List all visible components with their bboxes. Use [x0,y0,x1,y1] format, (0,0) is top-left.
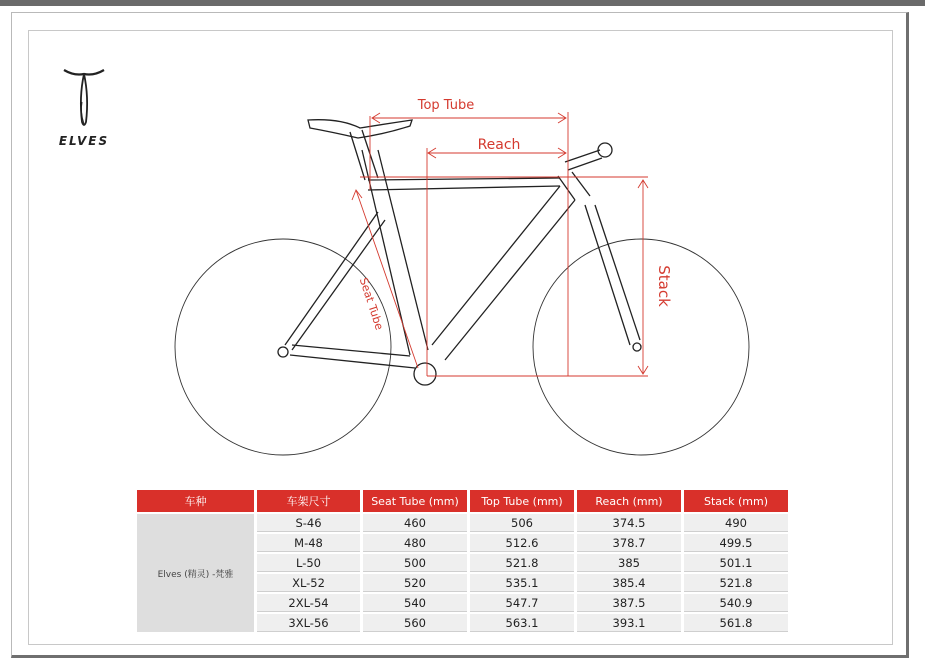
size-cell: 3XL-56 [257,614,360,632]
seat-tube-cell: 460 [363,514,467,532]
table-header-row [137,490,788,512]
top-tube-cell: 512.6 [470,534,574,552]
stack-label: Stack [655,265,673,307]
reach-cell: 387.5 [577,594,681,612]
size-cell: S-46 [257,514,360,532]
geometry-table [134,488,791,634]
seat-tube-cell: 560 [363,614,467,632]
stack-cell: 499.5 [684,534,788,552]
seat-tube-label: Seat Tube [356,276,386,332]
seat-tube-cell: 520 [363,574,467,592]
top-tube-cell: 547.7 [470,594,574,612]
header-stack: Stack (mm) [684,490,788,512]
size-cell: 2XL-54 [257,594,360,612]
reach-cell: 378.7 [577,534,681,552]
top-tube-cell: 563.1 [470,614,574,632]
reach-cell: 385 [577,554,681,572]
stack-cell: 540.9 [684,594,788,612]
seat-tube-cell: 480 [363,534,467,552]
header-reach: Reach (mm) [577,490,681,512]
reach-label: Reach [477,137,521,153]
top-tube-cell: 521.8 [470,554,574,572]
header-frame-size: 车架尺寸 [257,490,360,512]
top-tube-cell: 506 [470,514,574,532]
size-cell: XL-52 [257,574,360,592]
reach-cell: 385.4 [577,574,681,592]
model-cell: Elves (精灵) -梵雅 [137,514,254,632]
header-top-tube: Top Tube (mm) [470,490,574,512]
stack-cell: 561.8 [684,614,788,632]
top-tube-label: Top Tube [417,98,475,113]
seat-tube-cell: 540 [363,594,467,612]
top-tube-cell: 535.1 [470,574,574,592]
stack-cell: 490 [684,514,788,532]
size-cell: L-50 [257,554,360,572]
reach-cell: 393.1 [577,614,681,632]
stack-cell: 501.1 [684,554,788,572]
header-seat-tube: Seat Tube (mm) [363,490,467,512]
brand-name: ELVES [58,134,110,148]
seat-tube-cell: 500 [363,554,467,572]
header-model: 车种 [137,490,254,512]
bike-frame [278,120,641,385]
size-cell: M-48 [257,534,360,552]
reach-cell: 374.5 [577,514,681,532]
table-row [137,514,788,532]
stack-cell: 521.8 [684,574,788,592]
